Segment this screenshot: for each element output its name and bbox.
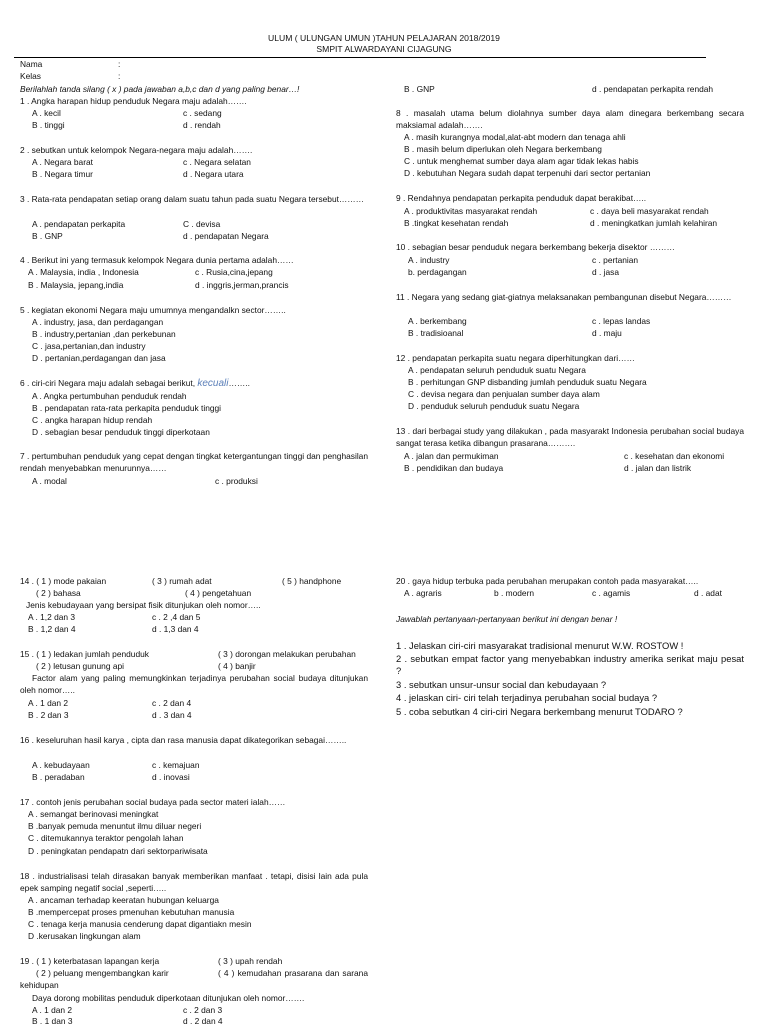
q4-option-a: A . Malaysia, india , Indonesia: [28, 267, 139, 277]
kelas-colon: :: [118, 71, 121, 81]
q14-text: Jenis kebudayaan yang bersipat fisik ditunjukan oleh nomor…..: [26, 600, 261, 610]
q1-option-c: c . sedang: [183, 108, 222, 118]
q14-item-1: 14 . ( 1 ) mode pakaian: [20, 576, 107, 586]
q17-text: 17 . contoh jenis perubahan social budaya pada sector materi ialah……: [20, 797, 286, 807]
q14-option-c: c . 2 ,4 dan 5: [152, 612, 201, 622]
q20-option-b: b . modern: [494, 588, 535, 598]
q19-option-a: A . 1 dan 2: [32, 1005, 73, 1015]
q19-item-4: ( 4 ) kemudahan prasarana dan sarana kehidupan: [20, 968, 368, 990]
q12-option-b: B . perhitungan GNP disbanding jumlah penduduk suatu Negara: [408, 377, 647, 387]
q6-tail: ……..: [228, 378, 250, 388]
q19-item-1: 19 . ( 1 ) keterbatasan lapangan kerja: [20, 956, 160, 966]
q19-option-c: c . 2 dan 3: [183, 1005, 223, 1015]
q6-stem: 6 . ciri-ciri Negara maju adalah sebagai berikut,: [20, 378, 196, 388]
q20-option-c: c . agamis: [592, 588, 631, 598]
q3-option-a: A . pendapatan perkapita: [32, 219, 126, 229]
q11-option-c: c . lepas landas: [592, 316, 651, 326]
instruction: Berilahlah tanda silang ( x ) pada jawaban a,b,c dan d yang paling benar…!: [20, 84, 300, 94]
q13-option-d: d . jalan dan listrik: [624, 463, 692, 473]
q14-item-4: ( 4 ) pengetahuan: [185, 588, 252, 598]
q2-text: 2 . sebutkan untuk kelompok Negara-negara maju adalah…….: [20, 145, 253, 155]
q15-option-b: B . 2 dan 3: [28, 710, 69, 720]
nama-label: Nama: [20, 59, 43, 69]
q15-option-a: A . 1 dan 2: [28, 698, 69, 708]
q18-option-c: C . tenaga kerja manusia cenderung dapat digantiakn mesin: [28, 919, 252, 929]
q6-kecuali: kecuali: [197, 378, 229, 389]
q17-option-a: A . semangat berinovasi meningkat: [28, 809, 159, 819]
q6-option-c: C . angka harapan hidup rendah: [32, 415, 153, 425]
q4-option-b: B . Malaysia, jepang,india: [28, 280, 124, 290]
q5-option-c: C . jasa,pertanian,dan industry: [32, 341, 146, 351]
q2-option-a: A . Negara barat: [32, 157, 93, 167]
q15-item-1: 15 . ( 1 ) ledakan jumlah penduduk: [20, 649, 149, 659]
q7-option-c: c . produksi: [215, 476, 258, 486]
q18-option-a: A . ancaman terhadap keeratan hubungan keluarga: [28, 895, 219, 905]
q20-option-a: A . agraris: [404, 588, 442, 598]
exam-title: ULUM ( ULUNGAN UMUN )TAHUN PELAJARAN 2018/2019: [268, 33, 500, 43]
q9-option-c: c . daya beli masyarakat rendah: [590, 206, 709, 216]
q1-option-a: A . kecil: [32, 108, 61, 118]
q15-option-d: d . 3 dan 4: [152, 710, 192, 720]
q19-item-3: ( 3 ) upah rendah: [218, 956, 283, 966]
q12-text: 12 . pendapatan perkapita suatu negara diperhitungkan dari……: [396, 353, 635, 363]
q8-option-a: A . masih kurangnya modal,alat-abt modern dan tenaga ahli: [404, 132, 626, 142]
q16-option-c: c . kemajuan: [152, 760, 200, 770]
q16-option-b: B . peradaban: [32, 772, 85, 782]
q3-option-b: B . GNP: [32, 231, 63, 241]
q8-option-d: D . kebutuhan Negara sudah dapat terpenuhi dari sector pertanian: [404, 168, 651, 178]
q17-option-d: D . peningkatan pendapatn dari sektorpariwisata: [28, 846, 208, 856]
q13-option-a: A . jalan dan permukiman: [404, 451, 499, 461]
kelas-label: Kelas: [20, 71, 41, 81]
q9-option-a: A . produktivitas masyarakat rendah: [404, 206, 538, 216]
q19-text: Daya dorong mobilitas penduduk diperkotaan ditunjukan oleh nomor…….: [32, 993, 305, 1003]
q18-option-b: B .mempercepat proses pmenuhan kebutuhan manusia: [28, 907, 235, 917]
q14-item-5: ( 5 ) handphone: [282, 576, 342, 586]
q14-option-b: B . 1,2 dan 4: [28, 624, 76, 634]
q5-text: 5 . kegiatan ekonomi Negara maju umumnya mengandalkn sector……..: [20, 305, 286, 315]
q11-text: 11 . Negara yang sedang giat-giatnya melaksanakan pembangunan disebut Negara………: [396, 292, 732, 302]
school-name: SMPIT ALWARDAYANI CIJAGUNG: [316, 44, 452, 54]
q1-text: 1 . Angka harapan hidup penduduk Negara maju adalah…….: [20, 96, 247, 106]
q3-text: 3 . Rata-rata pendapatan setiap orang dalam suatu tahun pada suatu Negara tersebut………: [20, 194, 365, 204]
q15-option-c: c . 2 dan 4: [152, 698, 192, 708]
q8-option-b: B . masih belum diperlukan oleh Negara berkembang: [404, 144, 602, 154]
nama-colon: :: [118, 59, 121, 69]
q11-option-b: B . tradisioanal: [408, 328, 464, 338]
q4-option-d: d . inggris,jerman,prancis: [195, 280, 289, 290]
q20-text: 20 . gaya hidup terbuka pada perubahan merupakan contoh pada masyarakat…..: [396, 576, 699, 586]
q9-text: 9 . Rendahnya pendapatan perkapita penduduk dapat berakibat…..: [396, 193, 647, 203]
q15-item-4: ( 4 ) banjir: [218, 661, 256, 671]
q6-option-a: A . Angka pertumbuhan penduduk rendah: [32, 391, 187, 401]
q7-option-a: A . modal: [32, 476, 67, 486]
q5-option-d: D . pertanian,perdagangan dan jasa: [32, 353, 166, 363]
q16-text: 16 . keseluruhan hasil karya , cipta dan rasa manusia dapat dikategorikan sebagai……..: [20, 735, 347, 745]
q3-option-d: d . pendapatan Negara: [183, 231, 269, 241]
q1-option-b: B . tinggi: [32, 120, 65, 130]
q11-option-a: A . berkembang: [408, 316, 467, 326]
q8-option-c: C . untuk menghemat sumber daya alam agar tidak lekas habis: [404, 156, 639, 166]
q15-text: Factor alam yang paling memungkinkan terjadinya perubahan social budaya ditunjukan oleh nomor…..: [20, 673, 368, 695]
essay-item-4: 4 . jelaskan ciri- ciri telah terjadinya perubahan social budaya ?: [396, 692, 658, 703]
q11-option-d: d . maju: [592, 328, 622, 338]
q4-option-c: c . Rusia,cina,jepang: [195, 267, 273, 277]
q13-option-b: B . pendidikan dan budaya: [404, 463, 504, 473]
q9-option-b: B .tingkat kesehatan rendah: [404, 218, 509, 228]
q6-option-d: D . sebagian besar penduduk tinggi diperkotaan: [32, 427, 210, 437]
q10-text: 10 . sebagian besar penduduk negara berkembang bekerja disektor ………: [396, 242, 675, 252]
q14-option-d: d . 1,3 dan 4: [152, 624, 199, 634]
q12-option-c: C . devisa negara dan penjualan sumber daya alam: [408, 389, 600, 399]
q8-text: 8 . masalah utama belum diolahnya sumber daya alam dinegara berkembang secara maksiamal adalah…….: [396, 108, 744, 130]
q3-option-c: C . devisa: [183, 219, 221, 229]
q16-option-d: d . inovasi: [152, 772, 190, 782]
q17-option-c: C . ditemukannya teraktor pengolah lahan: [28, 833, 184, 843]
q13-option-c: c . kesehatan dan ekonomi: [624, 451, 725, 461]
q4-text: 4 . Berikut ini yang termasuk kelompok Negara dunia pertama adalah……: [20, 255, 294, 265]
q18-text: 18 . industrialisasi telah dirasakan banyak memberikan manfaat . tetapi, disisi lain ada pula epek samping negatif social ,seperti…..: [20, 871, 368, 893]
essay-item-5: 5 . coba sebutkan 4 ciri-ciri Negara berkembang menurut TODARO ?: [396, 706, 683, 717]
q10-option-c: c . pertanian: [592, 255, 639, 265]
q18-option-d: D .kerusakan lingkungan alam: [28, 931, 141, 941]
q2-option-d: d . Negara utara: [183, 169, 244, 179]
essay-item-2: 2 . sebutkan empat factor yang menyebabkan industry amerika serikat maju pesat ?: [396, 653, 744, 676]
q2-option-b: B . Negara timur: [32, 169, 93, 179]
q12-option-d: D . penduduk seluruh penduduk suatu Negara: [408, 401, 580, 411]
q14-item-3: ( 3 ) rumah adat: [152, 576, 212, 586]
q10-option-b: b. perdagangan: [408, 267, 467, 277]
q5-option-b: B . industry,pertanian ,dan perkebunan: [32, 329, 176, 339]
q2-option-c: c . Negara selatan: [183, 157, 251, 167]
q16-option-a: A . kebudayaan: [32, 760, 90, 770]
q19-item-2: ( 2 ) peluang mengembangkan karir: [36, 968, 169, 978]
q7-option-d: d . pendapatan perkapita rendah: [592, 84, 714, 94]
q19-option-d: d . 2 dan 4: [183, 1016, 223, 1026]
q6-text: [20, 378, 250, 389]
essay-item-1: 1 . Jelaskan ciri-ciri masyarakat tradisional menurut W.W. ROSTOW !: [396, 640, 684, 651]
q10-option-a: A . industry: [408, 255, 450, 265]
q17-option-b: B .banyak pemuda menuntut ilmu diluar negeri: [28, 821, 202, 831]
q15-item-3: ( 3 ) dorongan melakukan perubahan: [218, 649, 356, 659]
q14-option-a: A . 1,2 dan 3: [28, 612, 76, 622]
q1-option-d: d . rendah: [183, 120, 221, 130]
q14-item-2: ( 2 ) bahasa: [36, 588, 81, 598]
essay-item-3: 3 . sebutkan unsur-unsur social dan kebudayaan ?: [396, 679, 607, 690]
q9-option-d: d . meningkatkan jumlah kelahiran: [590, 218, 718, 228]
header-rule: [14, 57, 706, 58]
q7-option-b: B . GNP: [404, 84, 435, 94]
q10-option-d: d . jasa: [592, 267, 620, 277]
q19-option-b: B . 1 dan 3: [32, 1016, 73, 1026]
q7-text: 7 . pertumbuhan penduduk yang cepat dengan tingkat ketergantungan tinggi dan penghasilan rendah menyebabkan menurunnya……: [20, 451, 368, 473]
q6-option-b: B . pendapatan rata-rata perkapita penduduk tinggi: [32, 403, 222, 413]
q20-option-d: d . adat: [694, 588, 722, 598]
q15-item-2: ( 2 ) letusan gunung api: [36, 661, 124, 671]
q5-option-a: A . industry, jasa, dan perdagangan: [32, 317, 164, 327]
q13-text: 13 . dari berbagai study yang dilakukan , pada masyarakt Indonesia perubahan social budaya sangat terasa ketika dibangun prasarana……….: [396, 426, 744, 448]
essay-instruction: Jawablah pertanyaan-pertanyaan berikut ini dengan benar !: [396, 614, 618, 624]
q12-option-a: A . pendapatan seluruh penduduk suatu Negara: [408, 365, 586, 375]
